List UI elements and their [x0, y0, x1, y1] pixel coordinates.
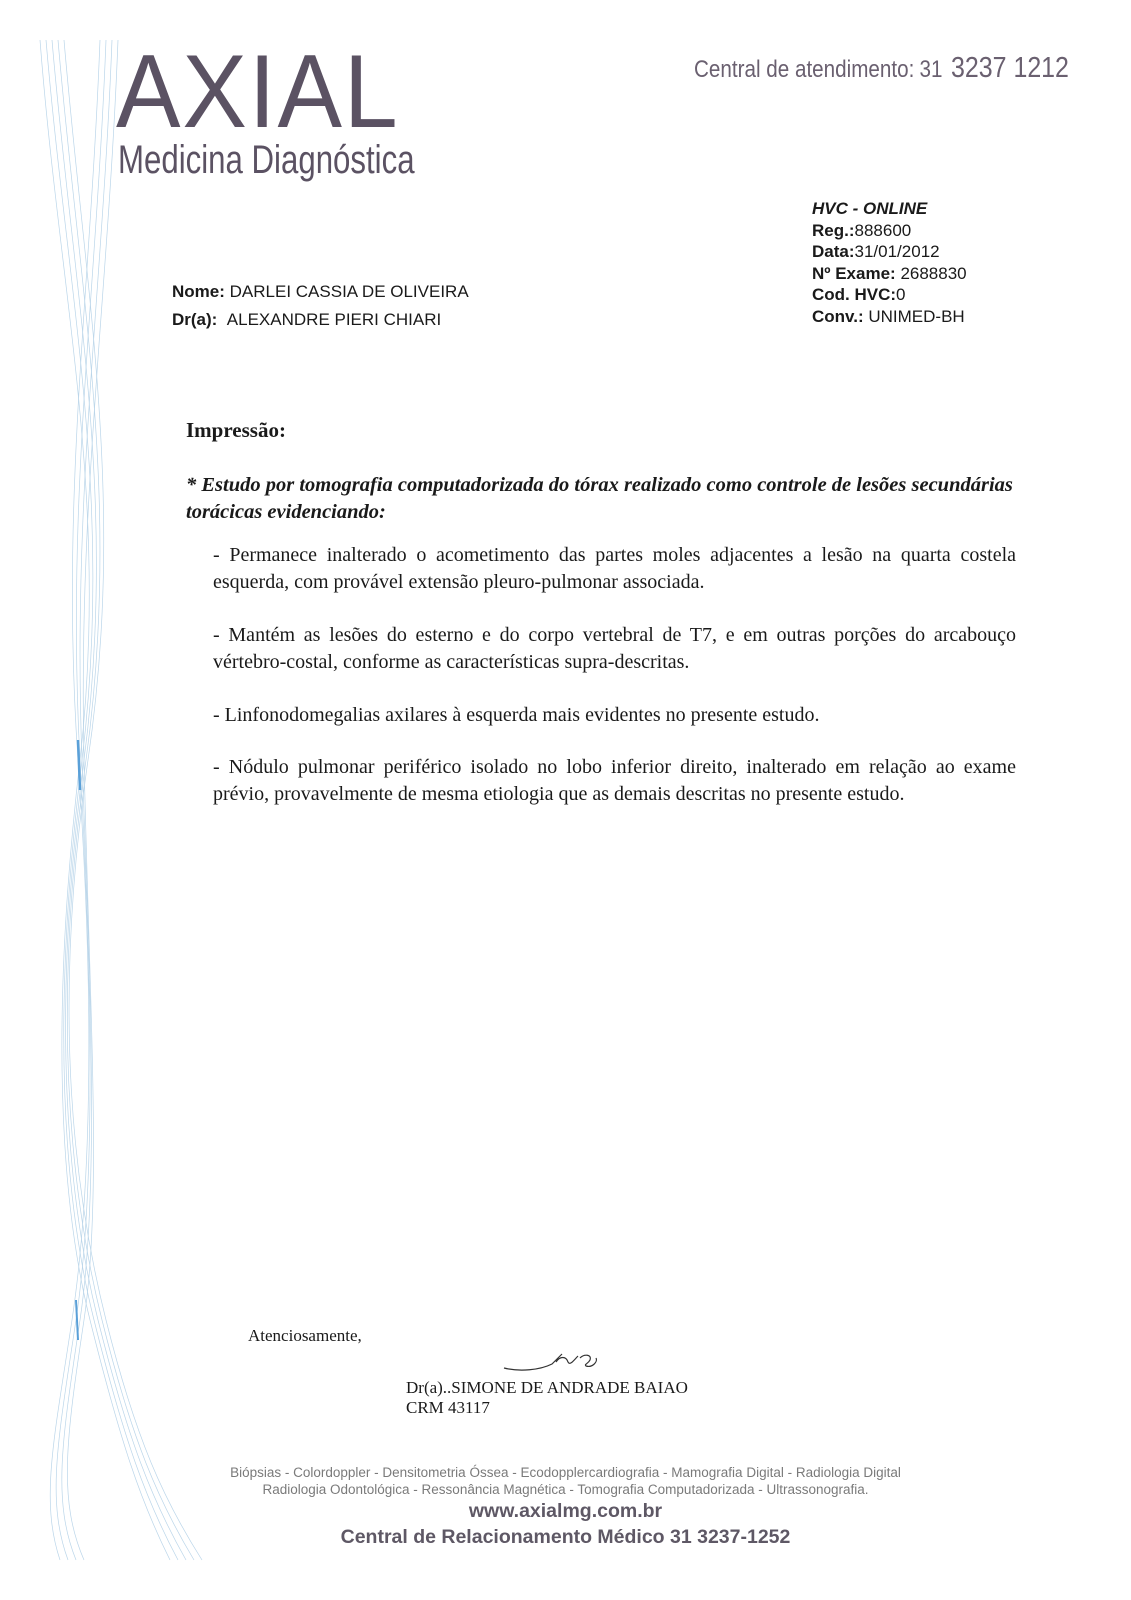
- doctor-line: [172, 306, 469, 334]
- exame-line: [812, 263, 967, 285]
- signing-doctor-name: Dr(a)..SIMONE DE ANDRADE BAIAO: [406, 1378, 688, 1397]
- report-item: - Linfonodomegalias axilares à esquerda mais evidentes no presente estudo.: [213, 704, 820, 726]
- services-line-1: Biópsias - Colordoppler - Densitometria Óssea - Ecodopplercardiografia - Mamografia Digital - Radiologia Digital: [230, 1465, 901, 1480]
- report-heading: Impressão:: [186, 418, 286, 442]
- patient-name-line: [172, 278, 469, 306]
- conv-value: UNIMED-BH: [868, 306, 965, 326]
- conv-label: Conv.:: [812, 306, 864, 326]
- handwritten-signature: [500, 1346, 620, 1376]
- contact-ddd: 31: [919, 56, 943, 83]
- signing-doctor: [406, 1378, 688, 1418]
- logo-wordmark: AXIAL: [116, 34, 400, 150]
- logo-subtitle: Medicina Diagnóstica: [118, 138, 415, 182]
- signing-doctor-crm: CRM 43117: [406, 1398, 490, 1417]
- cod-label: Cod. HVC:: [812, 285, 897, 304]
- services-list: [0, 1464, 1131, 1498]
- report-item: - Permanece inalterado o acometimento das partes moles adjacentes a lesão na quarta costela esquerda, com provável extensão pleuro-pulmonar associada.: [213, 544, 1016, 593]
- report-item: - Nódulo pulmonar periférico isolado no lobo inferior direito, inalterado em relação ao exame prévio, provavelmente de mesma etiologia que as demais descritas no presente estudo.: [213, 756, 1016, 805]
- reg-label: Reg.:: [812, 220, 855, 240]
- relationship-center: Central de Relacionamento Médico 31 3237-1252: [340, 1526, 791, 1548]
- reg-line: [812, 220, 967, 242]
- contact-phone: [694, 52, 1069, 85]
- services-line-2: Radiologia Odontológica - Ressonância Magnética - Tomografia Computadorizada - Ultrassonografia.: [262, 1482, 869, 1497]
- contact-number: 3237 1212: [951, 52, 1069, 84]
- cod-value: 0: [896, 285, 906, 304]
- patient-name: DARLEI CASSIA DE OLIVEIRA: [229, 282, 469, 301]
- data-label: Data:: [812, 242, 855, 261]
- nome-label: Nome:: [172, 282, 225, 301]
- conv-line: [812, 306, 967, 328]
- exame-value: 2688830: [900, 263, 967, 283]
- referring-doctor: ALEXANDRE PIERI CHIARI: [226, 310, 442, 329]
- contact-label: Central de atendimento:: [694, 56, 915, 83]
- exam-info: [812, 198, 967, 327]
- website-link[interactable]: www.axialmg.com.br: [468, 1500, 663, 1522]
- closing: Atenciosamente,: [248, 1326, 362, 1345]
- patient-info: [172, 278, 469, 334]
- data-value: 31/01/2012: [854, 242, 940, 261]
- cod-line: [812, 284, 967, 306]
- report-intro: * Estudo por tomografia computadorizada do tórax realizado como controle de lesões secundárias torácicas evidenciando:: [186, 474, 1013, 523]
- report-item: - Mantém as lesões do esterno e do corpo vertebral de T7, e em outras porções do arcabouço vértebro-costal, conforme as características supra-descritas.: [213, 624, 1016, 673]
- hvc-title: HVC - ONLINE: [812, 199, 928, 218]
- dr-label: Dr(a):: [172, 310, 218, 329]
- data-line: [812, 241, 967, 263]
- exame-label: Nº Exame:: [812, 263, 896, 283]
- reg-value: 888600: [854, 220, 912, 240]
